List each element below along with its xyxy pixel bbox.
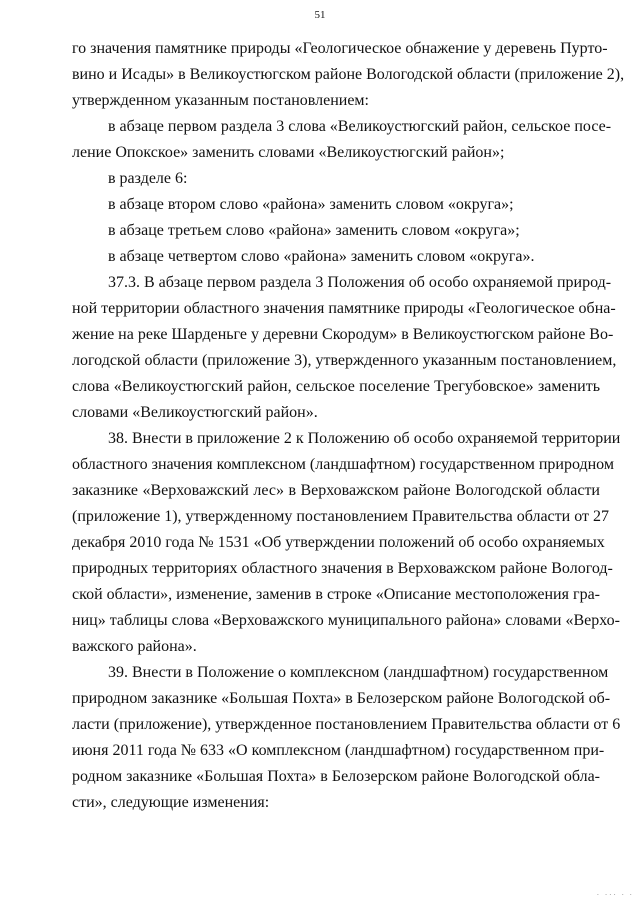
paragraph: [72, 166, 600, 192]
text-line: в разделе 6:: [108, 170, 188, 187]
text-line: важского района».: [72, 638, 197, 655]
paragraph: [72, 244, 600, 270]
paragraph: [72, 36, 625, 114]
scan-mark: · ··· · ·: [596, 891, 634, 899]
text-line: 39. Внести в Положение о комплексном (ландшафтном) государственном: [108, 664, 609, 681]
text-line: утвержденном указанным постановлением:: [72, 92, 369, 109]
text-line: в абзаце четвертом слово «района» заменить словом «округа».: [108, 248, 535, 265]
text-line: природных территориях областного значения в Верховажском районе Вологод-: [72, 560, 613, 577]
paragraph: [72, 114, 612, 166]
paragraph: [72, 192, 600, 218]
text-line: (приложение 1), утвержденному постановлением Правительства области от 27: [72, 508, 609, 525]
text-line: жение на реке Шарденьге у деревни Скородум» в Великоустюгском районе Во-: [72, 326, 614, 343]
text-line: 37.3. В абзаце первом раздела 3 Положения об особо охраняемой природ-: [108, 274, 612, 291]
text-line: слова «Великоустюгский район, сельское поселение Трегубовское» заменить: [72, 378, 600, 395]
text-line: в абзаце первом раздела 3 слова «Великоустюгский район, сельское посе-: [108, 118, 612, 135]
text-line: декабря 2010 года № 1531 «Об утверждении положений об особо охраняемых: [72, 534, 605, 551]
text-line: го значения памятнике природы «Геологическое обнажение у деревень Пурто-: [72, 40, 608, 57]
text-line: 38. Внести в приложение 2 к Положению об особо охраняемой территории: [108, 430, 621, 447]
text-line: ласти (приложение), утвержденное постановлением Правительства области от 6: [72, 716, 621, 733]
text-line: в абзаце втором слово «района» заменить словом «округа»;: [108, 196, 514, 213]
document-body: [72, 36, 625, 816]
text-line: ниц» таблицы слова «Верховажского муниципального района» словами «Верхо-: [72, 612, 620, 629]
text-line: июня 2011 года № 633 «О комплексном (ландшафтном) государственном при-: [72, 742, 605, 759]
text-line: в абзаце третьем слово «района» заменить словом «округа»;: [108, 222, 520, 239]
text-line: сти», следующие изменения:: [72, 794, 270, 811]
text-line: заказнике «Верховажский лес» в Верховажском районе Вологодской области: [72, 482, 600, 499]
text-line: ской области», изменение, заменив в строке «Описание местоположения гра-: [72, 586, 600, 603]
text-line: ной территории областного значения памятнике природы «Геологическое обна-: [72, 300, 616, 317]
paragraph: [72, 426, 621, 660]
text-line: природном заказнике «Большая Похта» в Белозерском районе Вологодской об-: [72, 690, 611, 707]
text-line: вино и Исады» в Великоустюгском районе Вологодской области (приложение 2),: [72, 66, 625, 83]
text-line: словами «Великоустюгский район».: [72, 404, 318, 421]
paragraph: [72, 270, 617, 426]
page-number: 51: [314, 9, 326, 21]
paragraph: [72, 218, 600, 244]
text-line: областного значения комплексном (ландшафтном) государственном природном: [72, 456, 614, 473]
text-line: логодской области (приложение 3), утвержденного указанным постановлением,: [72, 352, 617, 369]
text-line: родном заказнике «Большая Похта» в Белозерском районе Вологодской обла-: [72, 768, 600, 785]
text-line: ление Опокское» заменить словами «Великоустюгский район»;: [72, 144, 505, 161]
paragraph: [72, 660, 621, 816]
